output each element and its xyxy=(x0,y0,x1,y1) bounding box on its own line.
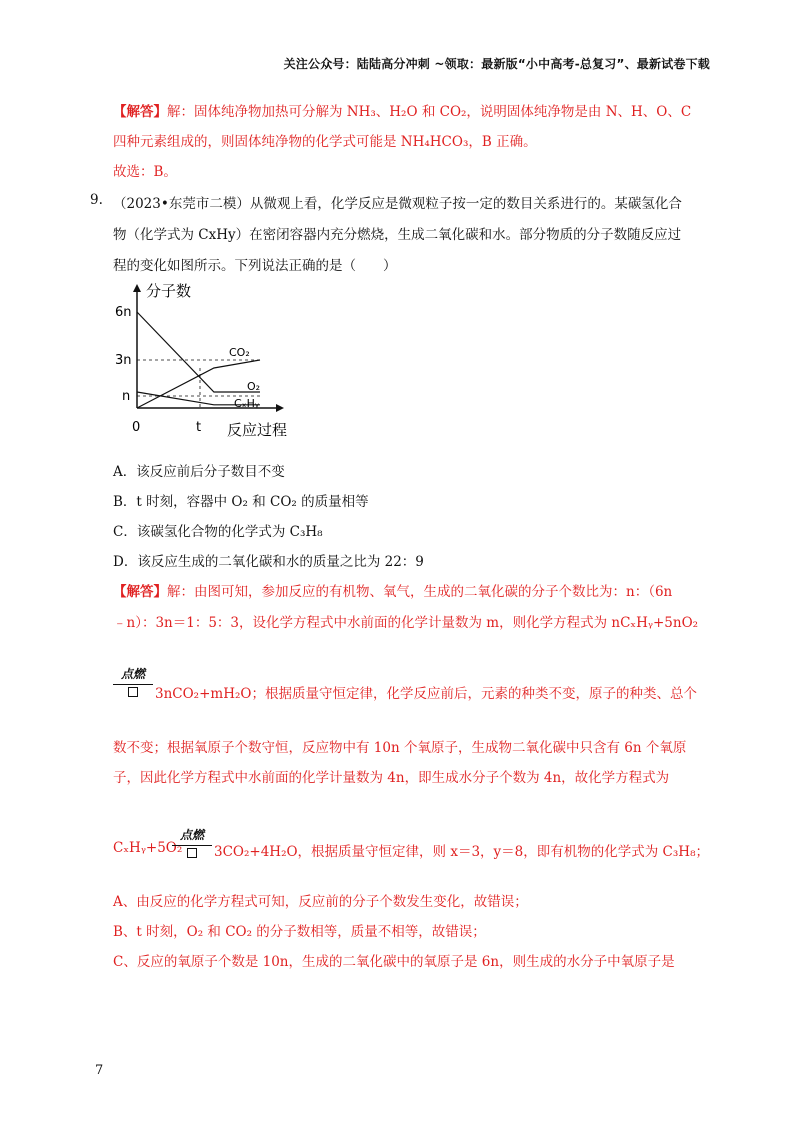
question-number: 9. xyxy=(90,192,103,208)
option-d: D．该反应生成的二氧化碳和水的质量之比为 22：9 xyxy=(113,554,424,570)
page-number: 7 xyxy=(95,1063,104,1078)
answer-line-9: C、反应的氧原子个数是 10n，生成的二氧化碳中的氧原子是 6n，则生成的水分子中氧原子是 xyxy=(113,954,675,970)
prev-answer-line-3: 故选：B。 xyxy=(113,164,177,180)
condition-box-icon-2 xyxy=(187,848,197,858)
x-tick-0: 0 xyxy=(132,420,141,435)
answer-line-6a: CₓHᵧ+5O₂ xyxy=(113,840,183,856)
answer-line-3: 3nCO₂+mH₂O；根据质量守恒定律，化学反应前后，元素的种类不变，原子的种类、总个 xyxy=(155,686,697,702)
x-axis-arrow xyxy=(276,404,284,412)
molecule-count-chart xyxy=(110,278,310,443)
question-line-3: 程的变化如图所示。下列说法正确的是（ ） xyxy=(113,258,397,274)
answer-line-7: A、由反应的化学方程式可知，反应前的分子个数发生变化，故错误； xyxy=(113,894,528,910)
label-cxhy: CₓHᵧ xyxy=(234,397,259,410)
condition-label: 点燃 xyxy=(120,667,145,681)
answer-tag: 【解答】 xyxy=(113,584,167,600)
xlabel: 反应过程 xyxy=(227,421,288,439)
y-tick-3n: 3n xyxy=(115,353,132,368)
ylabel: 分子数 xyxy=(146,282,192,300)
reaction-condition-arrow xyxy=(113,665,153,697)
option-b: B．t 时刻，容器中 O₂ 和 CO₂ 的质量相等 xyxy=(113,494,369,510)
y-axis-arrow xyxy=(133,284,141,292)
question-line-2: 物（化学式为 CxHy）在密闭容器内充分燃烧，生成二氧化碳和水。部分物质的分子数随反应过 xyxy=(113,227,682,243)
answer-line-5: 子，因此化学方程式中水前面的化学计量数为 4n，即生成水分子个数为 4n，故化学方程式为 xyxy=(113,770,670,786)
x-tick-t: t xyxy=(196,420,202,435)
prev-answer-line-1: 【解答】解：固体纯净物加热可分解为 NH₃、H₂O 和 CO₂，说明固体纯净物是由 N、H、O、C xyxy=(113,104,692,120)
answer-line-4: 数不变；根据氧原子个数守恒，反应物中有 10n 个氧原子，生成物二氧化碳中只含有 6n 个氧原 xyxy=(113,740,687,756)
y-tick-n: n xyxy=(122,389,131,404)
condition-box-icon xyxy=(128,687,138,697)
answer-line-1: 【解答】解：由图可知，参加反应的有机物、氧气，生成的二氧化碳的分子个数比为：n：（6n xyxy=(113,584,673,600)
prev-answer-line-2: 四种元素组成的，则固体纯净物的化学式可能是 NH₄HCO₃，B 正确。 xyxy=(113,134,537,150)
question-line-1: （2023•东莞市二模）从微观上看，化学反应是微观粒子按一定的数目关系进行的。某碳氢化合 xyxy=(113,196,682,212)
option-a: A．该反应前后分子数目不变 xyxy=(113,464,285,480)
label-co2: CO₂ xyxy=(229,346,250,359)
answer-tag: 【解答】 xyxy=(113,104,167,120)
condition-label-2: 点燃 xyxy=(179,828,204,842)
answer-line-8: B、t 时刻，O₂ 和 CO₂ 的分子数相等，质量不相等，故错误； xyxy=(113,924,486,940)
y-tick-6n: 6n xyxy=(115,305,132,320)
label-o2: O₂ xyxy=(247,380,261,393)
option-c: C．该碳氢化合物的化学式为 C₃H₈ xyxy=(113,524,323,540)
answer-line-6b: 3CO₂+4H₂O，根据质量守恒定律，则 x＝3，y＝8，即有机物的化学式为 C₃H₈； xyxy=(214,844,709,860)
page-header: 关注公众号：陆陆高分冲刺 ~领取：最新版“小中高考-总复习”、最新试卷下载 xyxy=(283,57,710,71)
answer-line-2: ﹣n）：3n＝1：5：3，设化学方程式中水前面的化学计量数为 m，则化学方程式为 nCₓHᵧ+5nO₂ xyxy=(113,615,699,631)
reaction-condition-arrow-2 xyxy=(172,826,212,858)
